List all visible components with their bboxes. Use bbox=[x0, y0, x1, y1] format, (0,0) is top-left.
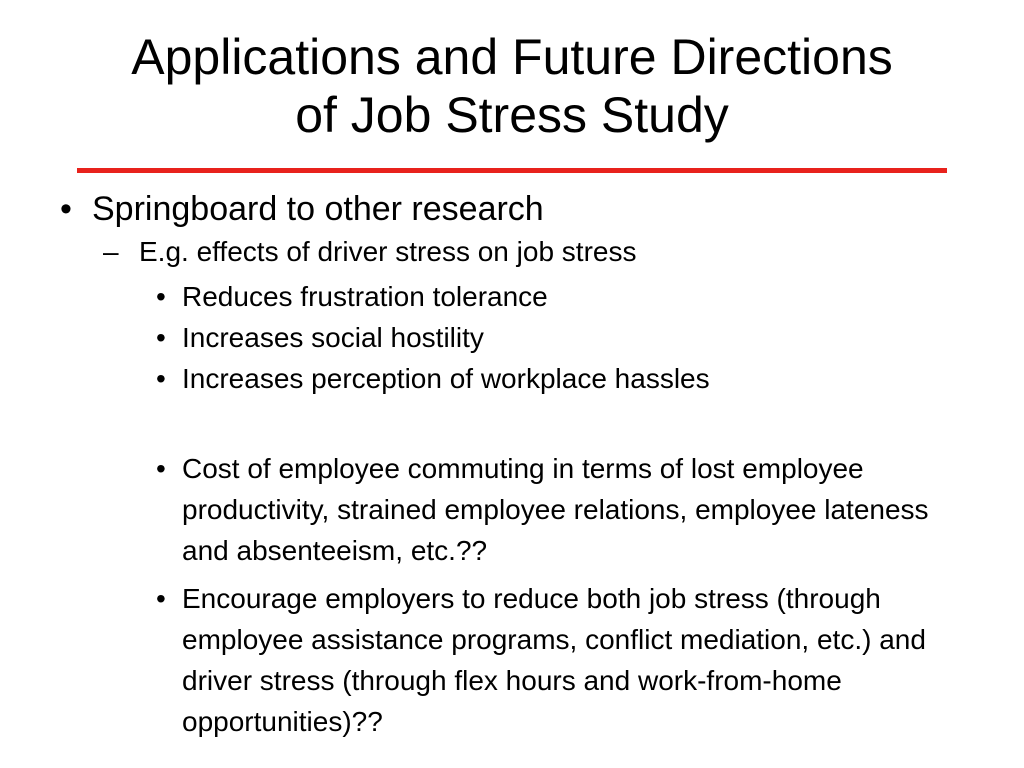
bullet-dash-icon: – bbox=[103, 236, 119, 267]
bullet-dot-icon: • bbox=[60, 190, 72, 228]
bullet-dot-icon: • bbox=[156, 322, 166, 353]
bullet-text: Cost of employee commuting in terms of lost employee productivity, strained employee relations, employee lateness and absenteeism, etc.?? bbox=[182, 453, 929, 566]
bullet-level3-item-5 bbox=[156, 578, 976, 742]
bullet-level1-springboard bbox=[60, 188, 544, 230]
bullet-dot-icon: • bbox=[156, 281, 166, 312]
bullet-text: Springboard to other research bbox=[92, 190, 544, 228]
bullet-dot-icon: • bbox=[156, 583, 166, 614]
title-underline-rule bbox=[77, 168, 947, 173]
bullet-level3-item-2 bbox=[156, 317, 976, 358]
slide-title-line-1: Applications and Future Directions bbox=[131, 29, 893, 85]
bullet-text: Encourage employers to reduce both job stress (through employee assistance programs, conflict mediation, etc.) and driver stress (through flex hours and work-from-home opportunities)?? bbox=[182, 583, 926, 737]
bullet-text: Reduces frustration tolerance bbox=[182, 281, 548, 312]
bullet-text: Increases social hostility bbox=[182, 322, 484, 353]
bullet-dot-icon: • bbox=[156, 453, 166, 484]
bullet-level2-example bbox=[103, 234, 636, 270]
bullet-level3-item-3 bbox=[156, 358, 976, 399]
bullet-level3-item-4 bbox=[156, 448, 976, 571]
bullet-text: E.g. effects of driver stress on job stress bbox=[139, 236, 637, 267]
bullet-dot-icon: • bbox=[156, 363, 166, 394]
slide-title-line-2: of Job Stress Study bbox=[295, 87, 729, 143]
slide-title bbox=[40, 28, 984, 144]
bullet-text: Increases perception of workplace hassles bbox=[182, 363, 710, 394]
bullet-level3-item-1 bbox=[156, 276, 976, 317]
